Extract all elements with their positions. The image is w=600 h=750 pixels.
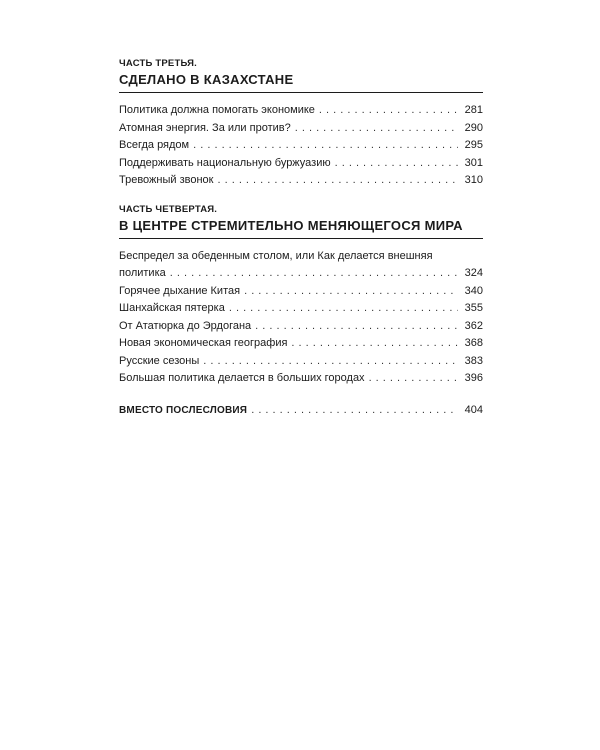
dot-leader — [203, 353, 458, 371]
toc-entry-page: 301 — [464, 156, 483, 169]
dot-leader — [291, 335, 458, 353]
dot-leader — [170, 265, 458, 283]
toc-entry[interactable] — [119, 120, 483, 138]
toc-entry-title: Политика должна помогать экономике — [119, 104, 315, 116]
afterword-title: ВМЕСТО ПОСЛЕСЛОВИЯ — [119, 404, 248, 416]
afterword-page: 404 — [464, 403, 483, 416]
toc-entry[interactable] — [119, 353, 483, 371]
dot-leader — [335, 155, 458, 173]
toc-entry-title: Всегда рядом — [119, 139, 190, 151]
toc-entry-page: 396 — [464, 372, 483, 384]
toc-entry-title: Поддерживать национальную буржуазию — [119, 156, 331, 169]
toc-entry-page: 290 — [464, 121, 483, 134]
toc-entry — [119, 265, 483, 283]
dot-leader — [244, 283, 458, 301]
toc-entry-title: Тревожный звонок — [119, 174, 214, 186]
dot-leader — [319, 102, 458, 120]
toc-entry-page: 340 — [464, 284, 483, 297]
part-three-title: СДЕЛАНО В КАЗАХСТАНЕ — [119, 72, 483, 93]
toc-entry-page: 281 — [464, 104, 483, 116]
dot-leader — [217, 172, 458, 190]
toc-entry-title: От Ататюрка до Эрдогана — [119, 319, 252, 332]
part-four-entries — [119, 248, 483, 388]
toc-entry-page: 295 — [464, 139, 483, 151]
toc-entry[interactable] — [119, 370, 483, 388]
toc-entry-page: 355 — [464, 302, 483, 314]
toc-entry-title: Новая экономическая география — [119, 337, 288, 349]
part-three-label: ЧАСТЬ ТРЕТЬЯ. — [119, 58, 198, 69]
part-three-section — [119, 58, 483, 190]
toc-entry-title: Горячее дыхание Китая — [119, 284, 241, 297]
toc-entry-multiline[interactable] — [119, 248, 483, 283]
dot-leader — [251, 402, 458, 420]
toc-entry-title: Шанхайская пятерка — [119, 302, 225, 314]
toc-entry-title: Русские сезоны — [119, 354, 200, 367]
part-three-entries — [119, 102, 483, 190]
toc-entry[interactable] — [119, 172, 483, 190]
toc-entry-afterword[interactable] — [119, 402, 483, 420]
dot-leader — [255, 318, 458, 336]
toc-entry[interactable] — [119, 102, 483, 120]
dot-leader — [193, 137, 458, 155]
afterword-section — [119, 402, 483, 420]
toc-entry[interactable] — [119, 137, 483, 155]
toc-entry[interactable] — [119, 155, 483, 173]
part-four-title: В ЦЕНТРЕ СТРЕМИТЕЛЬНО МЕНЯЮЩЕГОСЯ МИРА — [119, 218, 483, 239]
toc-entry-title: политика — [119, 267, 166, 279]
toc-entry[interactable] — [119, 283, 483, 301]
part-four-section — [119, 204, 483, 388]
toc-entry[interactable] — [119, 300, 483, 318]
toc-entry[interactable] — [119, 335, 483, 353]
toc-entry[interactable] — [119, 318, 483, 336]
table-of-contents — [119, 58, 483, 419]
toc-entry-page: 383 — [464, 354, 483, 367]
toc-entry-title: Большая политика делается в больших городах — [119, 372, 365, 384]
toc-entry-title-line1: Беспредел за обеденным столом, или Как делается внешняя — [119, 249, 433, 262]
dot-leader — [229, 300, 458, 318]
toc-entry-title: Атомная энергия. За или против? — [119, 121, 291, 134]
toc-entry-page: 310 — [464, 174, 483, 186]
part-four-label: ЧАСТЬ ЧЕТВЕРТАЯ. — [119, 203, 218, 215]
toc-entry-page: 324 — [464, 267, 483, 279]
dot-leader — [295, 120, 458, 138]
toc-entry-page: 368 — [464, 337, 483, 349]
toc-entry-page: 362 — [464, 319, 483, 332]
dot-leader — [369, 370, 458, 388]
